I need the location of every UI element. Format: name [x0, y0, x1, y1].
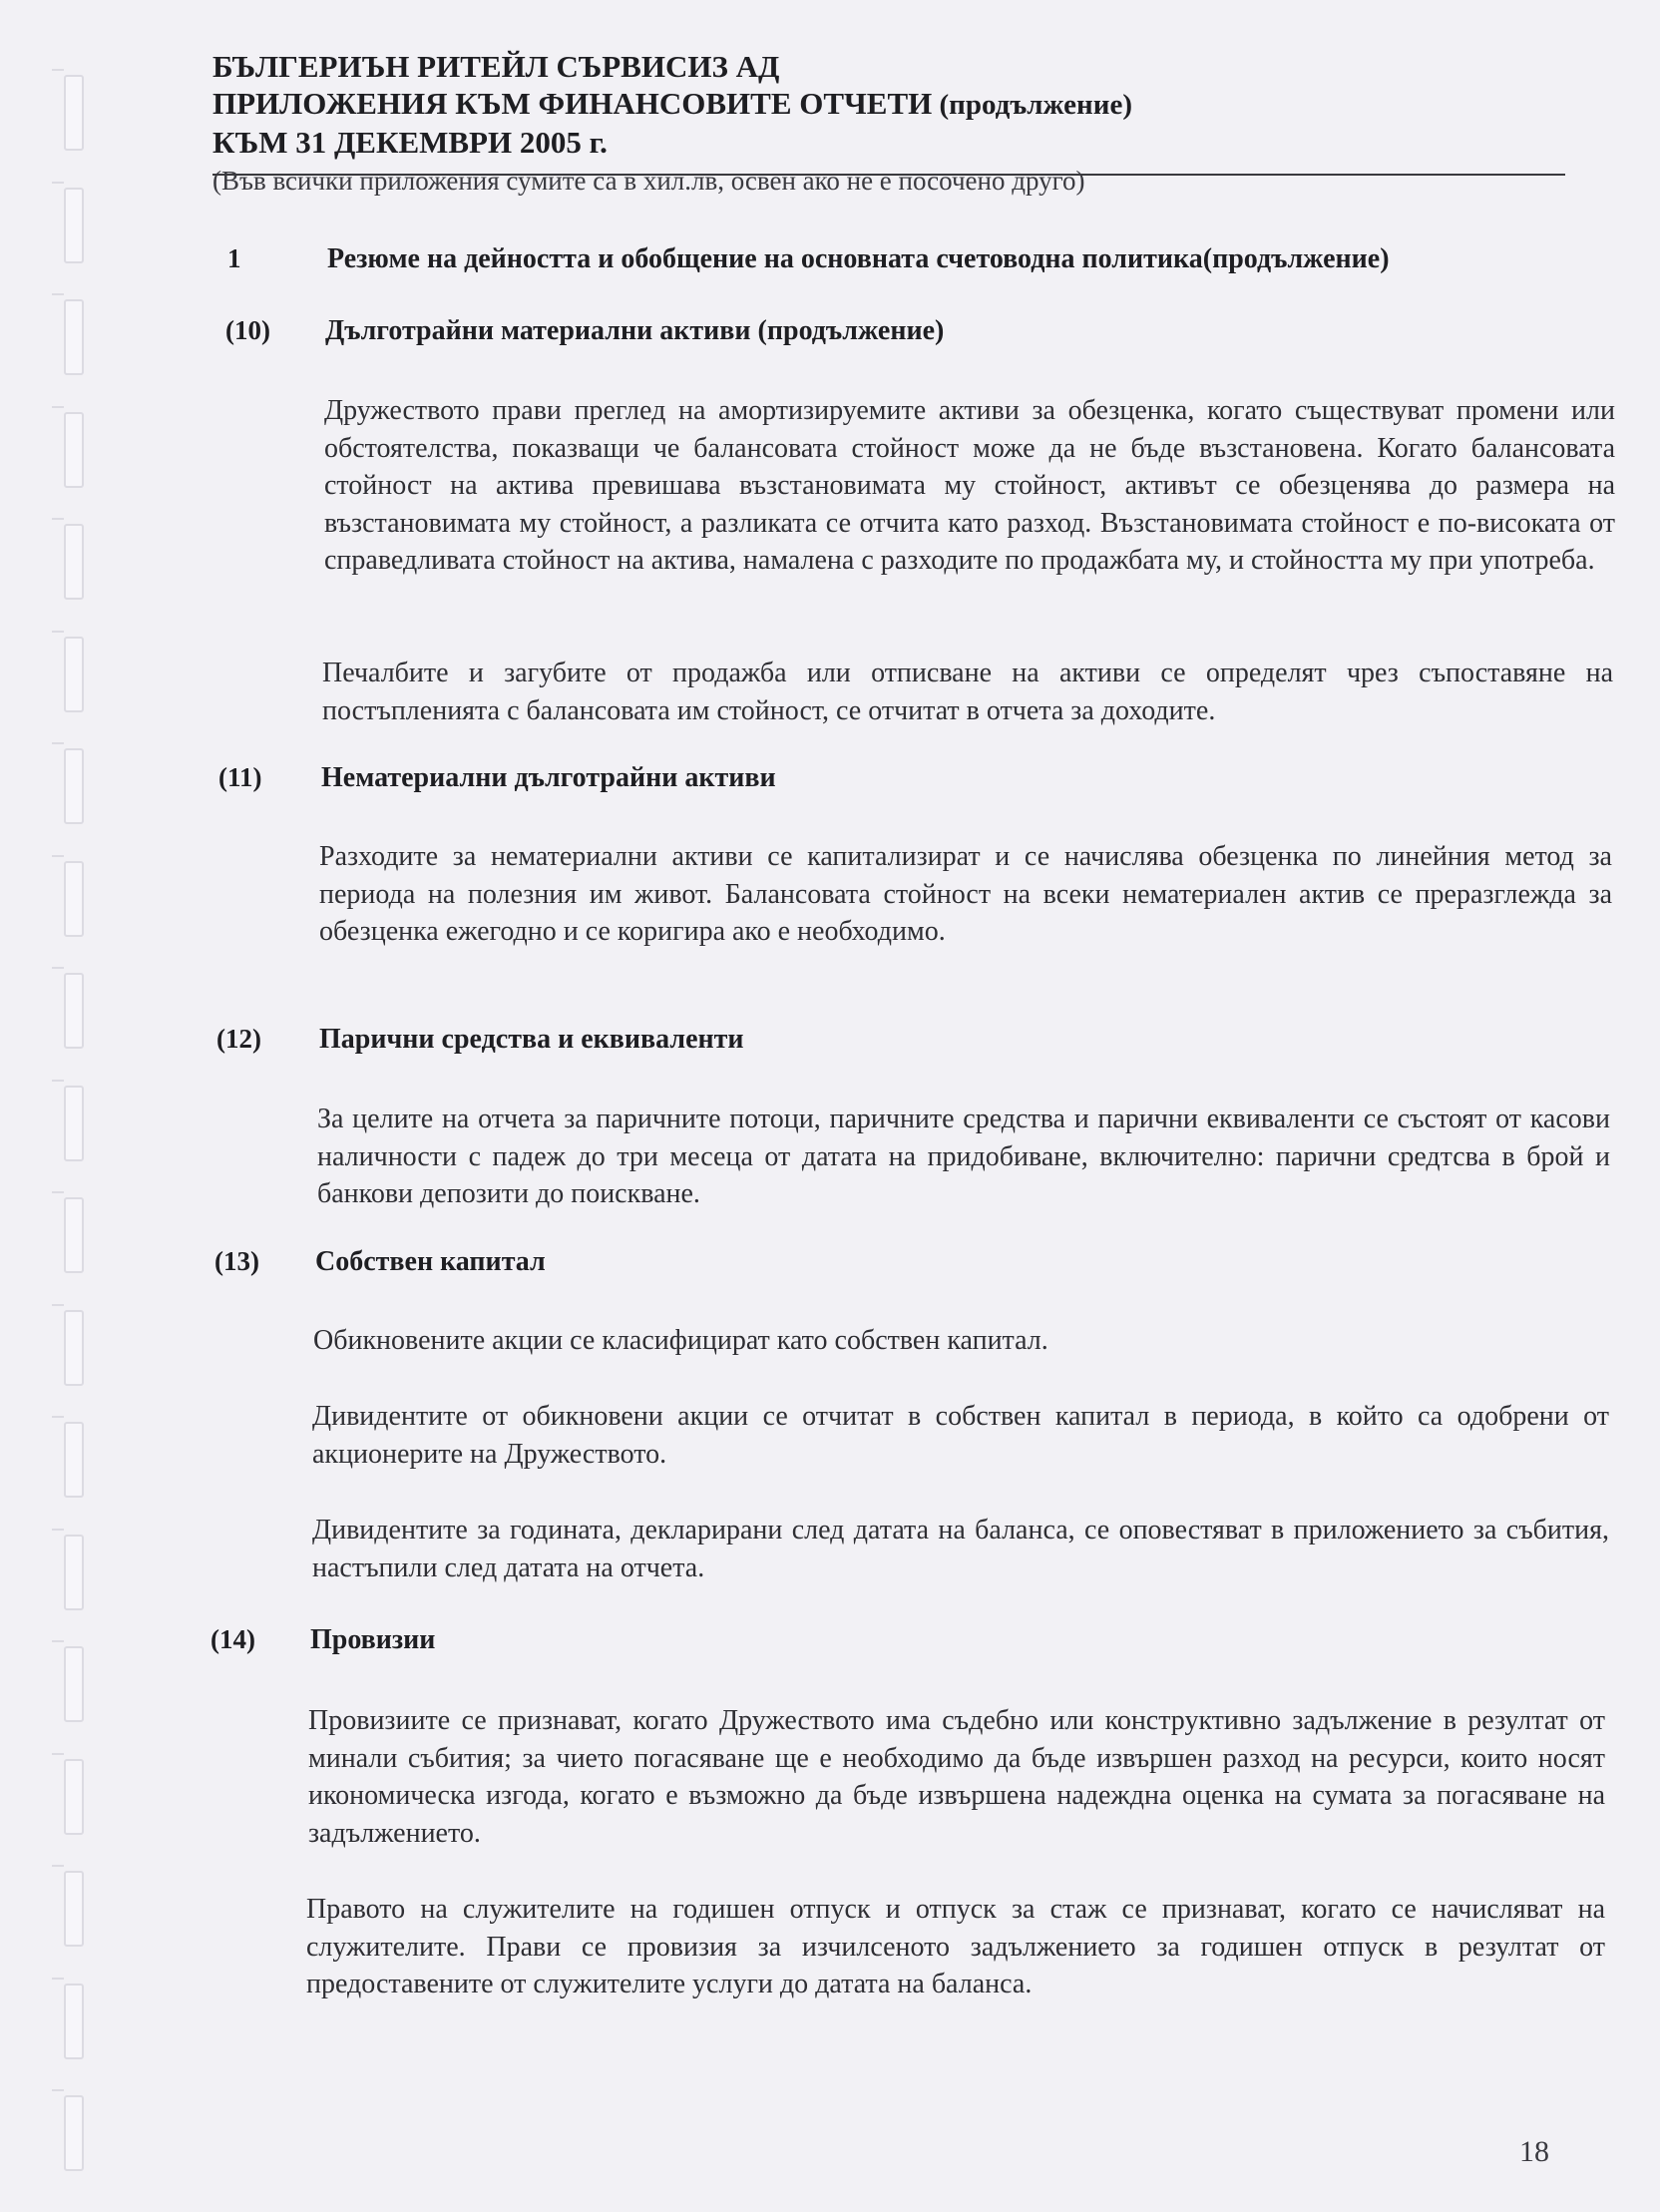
- binding-holes: [0, 0, 110, 2212]
- document-header: [212, 48, 1565, 161]
- binding-hole: [64, 1086, 84, 1161]
- page-number: 18: [1519, 2135, 1549, 2168]
- paragraph: Провизиите се признават, когато Дружеството има съдебно или конструктивно задължение в резултат от минали събития; за чието погасяване ще е необходимо да бъде извършен разход на ресурси, които носят икономическа изгода, когато е възможно да бъде извършена надеждна оценка на сумата за погасяване на задължението.: [308, 1705, 1605, 1849]
- company-name: БЪЛГЕРИЪН РИТЕЙЛ СЪРВИСИЗ АД: [212, 49, 780, 84]
- subsection-title: Провизии: [310, 1624, 436, 1655]
- paragraph: За целите на отчета за паричните потоци, паричните средства и парични еквиваленти се състоят от касови наличности с падеж до три месеца от датата на придобиване, включително: парични средтсва в брой и банкови депозити до поискване.: [317, 1104, 1610, 1209]
- binding-hole: [64, 748, 84, 824]
- subsection-title: Нематериални дълготрайни активи: [321, 762, 776, 793]
- subsection-title: Собствен капитал: [315, 1246, 546, 1277]
- binding-hole: [64, 1197, 84, 1273]
- subsection-number: (10): [225, 315, 270, 345]
- paragraph: Разходите за нематериални активи се капитализират и се начислява обезценка по линейния метод за периода на полезния им живот. Балансовата стойност на всеки нематериален актив се преразглежда за обезценка ежегодно и се коригира ако е необходимо.: [319, 841, 1612, 947]
- subsection-title: Парични средства и еквиваленти: [319, 1024, 744, 1055]
- binding-hole: [64, 524, 84, 600]
- binding-hole: [64, 299, 84, 375]
- binding-hole: [64, 1984, 84, 2059]
- paragraph: Обикновените акции се класифицират като собствен капитал.: [313, 1325, 1048, 1356]
- subsection-number: (11): [218, 762, 262, 792]
- binding-hole: [64, 1871, 84, 1947]
- report-date: КЪМ 31 ДЕКЕМВРИ 2005 г.: [212, 125, 608, 160]
- binding-hole: [64, 1535, 84, 1610]
- paragraph: Дружеството прави преглед на амортизируемите активи за обезценка, когато съществуват промени или обстоятелства, показващи че балансовата стойност може да не бъде възстановена. Когато балансовата стойност на актива превишава възстановимата му стойност, активът се обезценява до размера на възстановимата му стойност, а разликата се отчита като разход. Възстановимата стойност е по-високата от справедливата стойност на актива, намалена с разходите по продажбата му, и стойността му при употреба.: [324, 395, 1615, 576]
- document-title-main: ПРИЛОЖЕНИЯ КЪМ ФИНАНСОВИТЕ ОТЧЕТИ: [212, 86, 933, 121]
- section-number: 1: [227, 243, 241, 273]
- subsection-number: (12): [216, 1024, 261, 1054]
- currency-note: (Във всички приложения сумите са в хил.лв, освен ако не е посочено друго): [212, 166, 1085, 196]
- paragraph: Дивидентите за годината, декларирани след датата на баланса, се оповестяват в приложението за събития, настъпили след датата на отчета.: [312, 1515, 1609, 1583]
- section-title: Резюме на дейността и обобщение на основната счетоводна политика(продължение): [327, 243, 1390, 274]
- binding-hole: [64, 861, 84, 937]
- paragraph: Печалбите и загубите от продажба или отписване на активи се определят чрез съпоставяне на постъпленията с балансовата им стойност, се отчитат в отчета за доходите.: [322, 658, 1613, 726]
- binding-hole: [64, 412, 84, 488]
- document-title: [212, 85, 1565, 124]
- binding-hole: [64, 188, 84, 263]
- subsection-number: (13): [214, 1246, 259, 1276]
- paragraph: Дивидентите от обикновени акции се отчитат в собствен капитал в периода, в който са одобрени от акционерите на Дружеството.: [312, 1401, 1609, 1470]
- binding-hole: [64, 1310, 84, 1386]
- binding-hole: [64, 973, 84, 1049]
- subsection-title: Дълготрайни материални активи (продължение): [325, 315, 945, 346]
- binding-hole: [64, 637, 84, 712]
- subsection-number: (14): [210, 1624, 255, 1654]
- document-title-suffix: (продължение): [932, 89, 1132, 121]
- binding-hole: [64, 1422, 84, 1498]
- binding-hole: [64, 1646, 84, 1722]
- binding-hole: [64, 75, 84, 151]
- paragraph: Правото на служителите на годишен отпуск и отпуск за стаж се признават, когато се начисляват на служителите. Прави се провизия за изчилсеното задължението за годишен отпуск в резултат от предоставените от служителите услуги до датата на баланса.: [306, 1894, 1605, 1999]
- binding-hole: [64, 2095, 84, 2171]
- binding-hole: [64, 1759, 84, 1835]
